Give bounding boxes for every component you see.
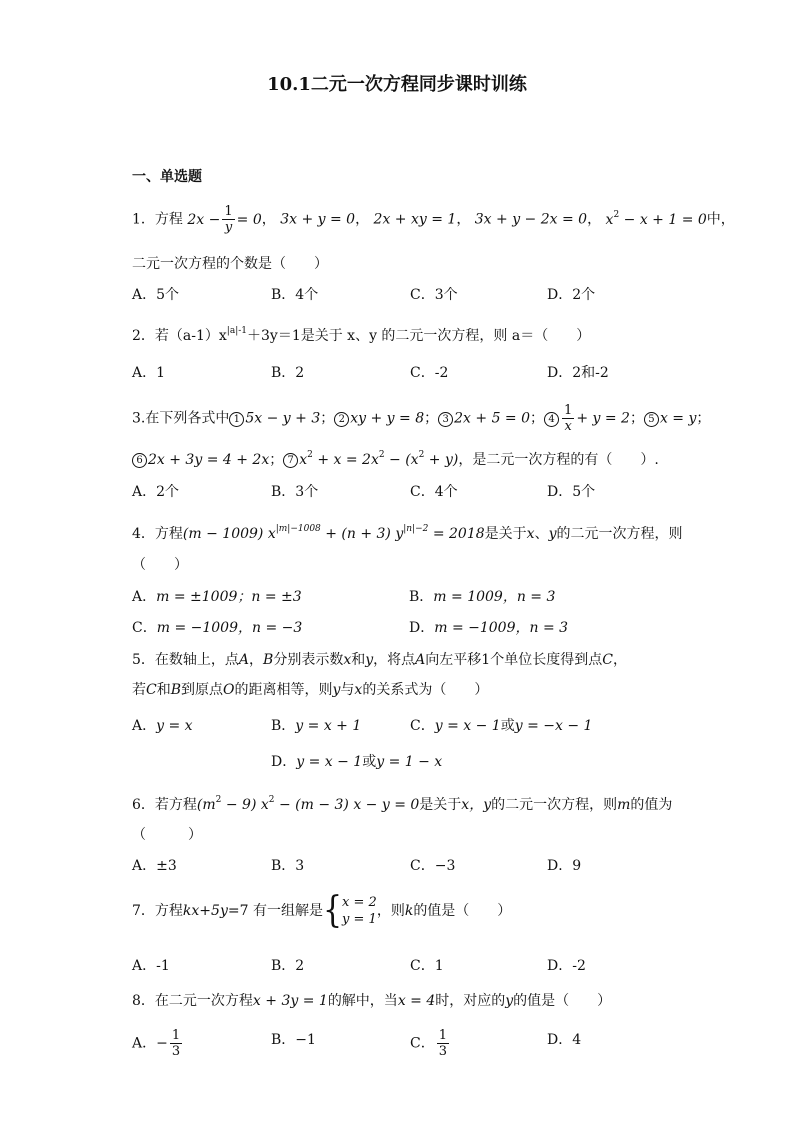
q4-option-b [409,587,555,607]
q2-option-d: D．2和-2 [547,365,609,381]
q7-option-c: C．1 [410,958,444,974]
q5-optA-math: y = x [156,718,193,734]
q4-e-b: + (n + 3) y [320,526,404,542]
q7-k: k [404,903,414,919]
q4-optD-label: D． [409,620,435,636]
q4-option-d [409,618,568,638]
q3-e7-b: + x = 2x [312,452,379,468]
q7-brace-icon: { [322,889,343,932]
q3-tail: ，是二元一次方程的有（ ）. [458,452,659,468]
q1-eq5 [605,209,707,228]
q6-option-d: D．9 [547,858,582,874]
q5-l2a: 若 [132,682,146,698]
q1-tail: 中， [706,211,735,228]
q1-option-c: C．3个 [410,287,458,303]
q5-option-d [271,752,442,772]
q3-e7-sup2: 2 [378,450,385,460]
question-4 [132,519,682,544]
q3-expr-7 [299,452,458,468]
q3-expr-1: 5x − y + 3 [245,410,321,427]
question-2 [132,321,590,346]
q6-e-b: − 9) x [221,797,269,813]
q3-circle-1: 1 [229,412,244,427]
question-6 [132,790,672,815]
q1-option-a: A．5个 [132,287,180,303]
q4-option-c [132,618,302,638]
q6-m: m [617,797,631,813]
q2-option-a: A．1 [132,365,166,381]
q1-eq1-den: y [224,220,233,235]
q5-y-1: y [365,652,374,668]
q8-optA-sign: − [156,1035,168,1052]
q3-circle-4: 4 [544,412,559,427]
q4-sup1: |m|−1008 [275,524,321,534]
q5-C-1: C [602,652,613,668]
q5-l1c: ，将点 [373,652,416,668]
question-5 [132,650,627,670]
q3-expr-4-den: x [564,419,572,434]
q3-e7-sup1: 2 [307,450,313,460]
q6-mid2: 的二元一次方程，则 [491,797,618,813]
q8-option-a [132,1028,184,1059]
q7-option-a: A．-1 [132,958,170,974]
q4-optB-label: B． [409,589,434,605]
q5-comma-2: ， [612,652,627,668]
q5-comma-1: ， [249,652,264,668]
q3-circle-3: 3 [438,412,453,427]
q3-expr-3: 2x + 5 = 0 [454,410,531,427]
q7-tail: 的值是（ ） [413,903,512,919]
q1-sep-3: ， [456,211,471,228]
q3-e7-sup3: 2 [418,450,425,460]
q3-expr-4-frac [562,403,574,434]
q1-sep-2: ， [355,211,370,228]
q6-option-c: C．−3 [410,858,456,874]
q5-O: O [223,682,235,698]
q5-y-2: y [332,682,341,698]
q6-e-c: − (m − 3) x − y = 0 [274,797,420,813]
q6-equation [197,797,419,813]
q4-optC-math: m = −1009，n = −3 [156,620,303,636]
q3-semi-6: ； [269,452,284,468]
q4-line2: （ ） [132,557,188,573]
q3-circle-6: 6 [132,453,147,468]
q1-eq5-b: − x + 1 = 0 [619,211,707,228]
q3-expr-2: xy + y = 8 [350,410,425,427]
q4-mid: 是关于 [484,526,527,542]
q5-line2 [132,680,488,700]
q5-l1b: 分别表示数 [273,652,344,668]
q3-line2 [132,445,659,470]
q3-expr-6: 2x + 3y = 4 + 2x [148,452,270,468]
q5-B-1: B [263,652,274,668]
q3-semi-4: ； [629,410,644,427]
question-8 [132,991,611,1011]
q8-optC-den: 3 [438,1044,447,1059]
q4-optC-label: C． [132,620,157,636]
q5-l2b: 和 [156,682,171,698]
q8-optA-num: 1 [171,1028,181,1043]
q8-option-c [410,1028,451,1059]
q6-mid: 是关于 [419,797,462,813]
q7-s1: x = 2 [342,895,377,910]
q3-pre: 3.在下列各式中 [132,410,230,427]
q8-optA-frac [170,1028,182,1059]
q1-sep-1: ， [261,211,276,228]
q5-l2e: 与 [340,682,355,698]
q5-x-1: x [343,652,352,668]
q4-optD-math: m = −1009，n = 3 [434,620,569,636]
q5-optD-math2: y = 1 − x [376,754,443,770]
q5-optD-or: 或 [362,754,377,770]
q6-option-b: B．3 [271,858,305,874]
q8-option-b: B．−1 [271,1032,316,1048]
q5-he-1: 和 [351,652,366,668]
q5-option-b [271,716,361,736]
q6-s2: 2 [268,795,275,805]
q5-optB-label: B． [271,718,296,734]
q5-optC-math2: y = −x − 1 [514,718,593,734]
q8-tail: 的值是（ ） [513,993,612,1009]
q8-optC-num: 1 [438,1028,447,1043]
q7-eq: kx+5y [182,903,228,919]
q2-pre: 2．若（a-1）x [132,328,227,344]
q4-optA-label: A． [132,589,157,605]
question-7 [132,889,512,932]
q7-option-d: D．-2 [547,958,586,974]
q6-xy: x，y [461,797,492,813]
q5-A-1: A [238,652,250,668]
q4-option-a [132,587,302,607]
question-1 [132,204,735,235]
q1-eq5-a: x [605,211,614,228]
q6-pre: 6．若方程 [132,797,197,813]
q8-optA-den: 3 [171,1044,181,1059]
q5-optB-math: y = x + 1 [295,718,362,734]
q2-option-c: C．-2 [410,365,449,381]
q5-optD-label: D． [271,754,297,770]
q7-post: ，则 [376,903,405,919]
q8-y: y [505,993,514,1009]
q5-optA-label: A． [132,718,157,734]
q4-optA-math: m = ±1009；n = ±3 [156,589,302,605]
q8-optC-label: C． [410,1035,435,1052]
q6-tail: 的值为 [630,797,673,813]
q3-e7-c: − (x [384,452,419,468]
q3-option-c: C．4个 [410,484,458,500]
q8-option-d: D．4 [547,1032,582,1048]
q7-system [342,894,377,928]
q3-e7-d: + y) [424,452,459,468]
q3-expr-5: x = y [659,410,697,427]
question-3 [132,403,710,434]
q5-A-2: A [415,652,426,668]
q8-optA-label: A． [132,1035,157,1052]
q5-optC-label: C． [410,718,435,734]
q1-option-d: D．2个 [547,287,596,303]
q1-sep-4: ， [587,211,602,228]
q5-l1d: 向左平移1个单位长度得到点 [425,652,603,668]
q4-e-a: (m − 1009) x [182,526,276,542]
q6-s1: 2 [215,795,222,805]
q3-expr-4-num: 1 [564,403,573,418]
q5-l2d: 的距离相等，则 [234,682,333,698]
q1-eq1-frac [222,204,234,235]
q8-pre: 8．在二元一次方程 [132,993,253,1009]
q5-B-2: B [170,682,182,698]
q3-circle-7: 7 [283,453,298,468]
q6-option-a: A．±3 [132,858,177,874]
q4-e-c: = 2018 [428,526,485,542]
q1-option-b: B．4个 [271,287,319,303]
q3-semi-3: ； [530,410,545,427]
q8-cond: x = 4 [397,993,436,1009]
q7-s2: y = 1 [342,912,377,927]
q3-expr-4-b: + y = 2 [576,410,630,427]
q5-l2c: 到原点 [181,682,224,698]
q6-line2: （ ） [132,827,202,843]
q3-circle-5: 5 [644,412,659,427]
q8-optC-frac [437,1028,449,1059]
q3-semi-1: ； [320,410,335,427]
q4-y: y [548,526,557,542]
q3-option-a: A．2个 [132,484,180,500]
q1-eq2: 3x + y = 0 [280,211,356,228]
q7-pre: 7．方程 [132,903,183,919]
q3-option-b: B．3个 [271,484,319,500]
q8-eq: x + 3y = 1 [252,993,328,1009]
q2-sup: |a|-1 [226,326,247,336]
q8-mid2: 时，对应的 [435,993,506,1009]
q2-post: ＋3y＝1是关于 x、y 的二元一次方程，则 a＝（ ） [247,328,591,344]
q4-equation [183,526,485,542]
q1-eq1-b: = 0 [236,211,262,228]
q5-C-2: C [146,682,157,698]
q1-eq1-a: 2x − [187,211,221,228]
q2-option-b: B．2 [271,365,305,381]
q3-circle-2: 2 [334,412,349,427]
q5-optC-math1: y = x − 1 [434,718,501,734]
q4-x: x [526,526,535,542]
q7-pre2: =7 有一组解是 [227,903,323,919]
q4-tail: 的二元一次方程，则 [556,526,683,542]
q1-eq1-num: 1 [224,204,233,219]
q5-option-c [410,716,592,736]
q4-dun: 、 [534,526,549,542]
q5-l2f: 的关系式为（ ） [362,682,489,698]
q4-pre: 4．方程 [132,526,183,542]
q6-e-a: (m [196,797,216,813]
q7-option-b: B．2 [271,958,305,974]
q8-mid: 的解中，当 [327,993,398,1009]
q1-eq5-sup: 2 [613,209,620,220]
q5-x-2: x [354,682,363,698]
q3-e7-a: x [299,452,308,468]
q4-optB-math: m = 1009，n = 3 [433,589,556,605]
q4-sup2: |n|−2 [403,524,429,534]
q1-line2: 二元一次方程的个数是（ ） [132,256,328,272]
q1-eq4: 3x + y − 2x = 0 [474,211,588,228]
q3-option-d: D．5个 [547,484,596,500]
q5-l1a: 5．在数轴上，点 [132,652,239,668]
q5-optD-math1: y = x − 1 [296,754,363,770]
q3-semi-5: ； [696,410,711,427]
q3-semi-2: ； [424,410,439,427]
q5-optC-or: 或 [500,718,515,734]
q5-option-a [132,716,193,736]
section-heading: 一、单选题 [132,169,202,185]
q1-number: 1．方程 [132,211,183,228]
q1-eq3: 2x + xy = 1 [373,211,457,228]
q1-eq1 [187,204,262,235]
page-title: 10.1二元一次方程同步课时训练 [267,74,527,95]
